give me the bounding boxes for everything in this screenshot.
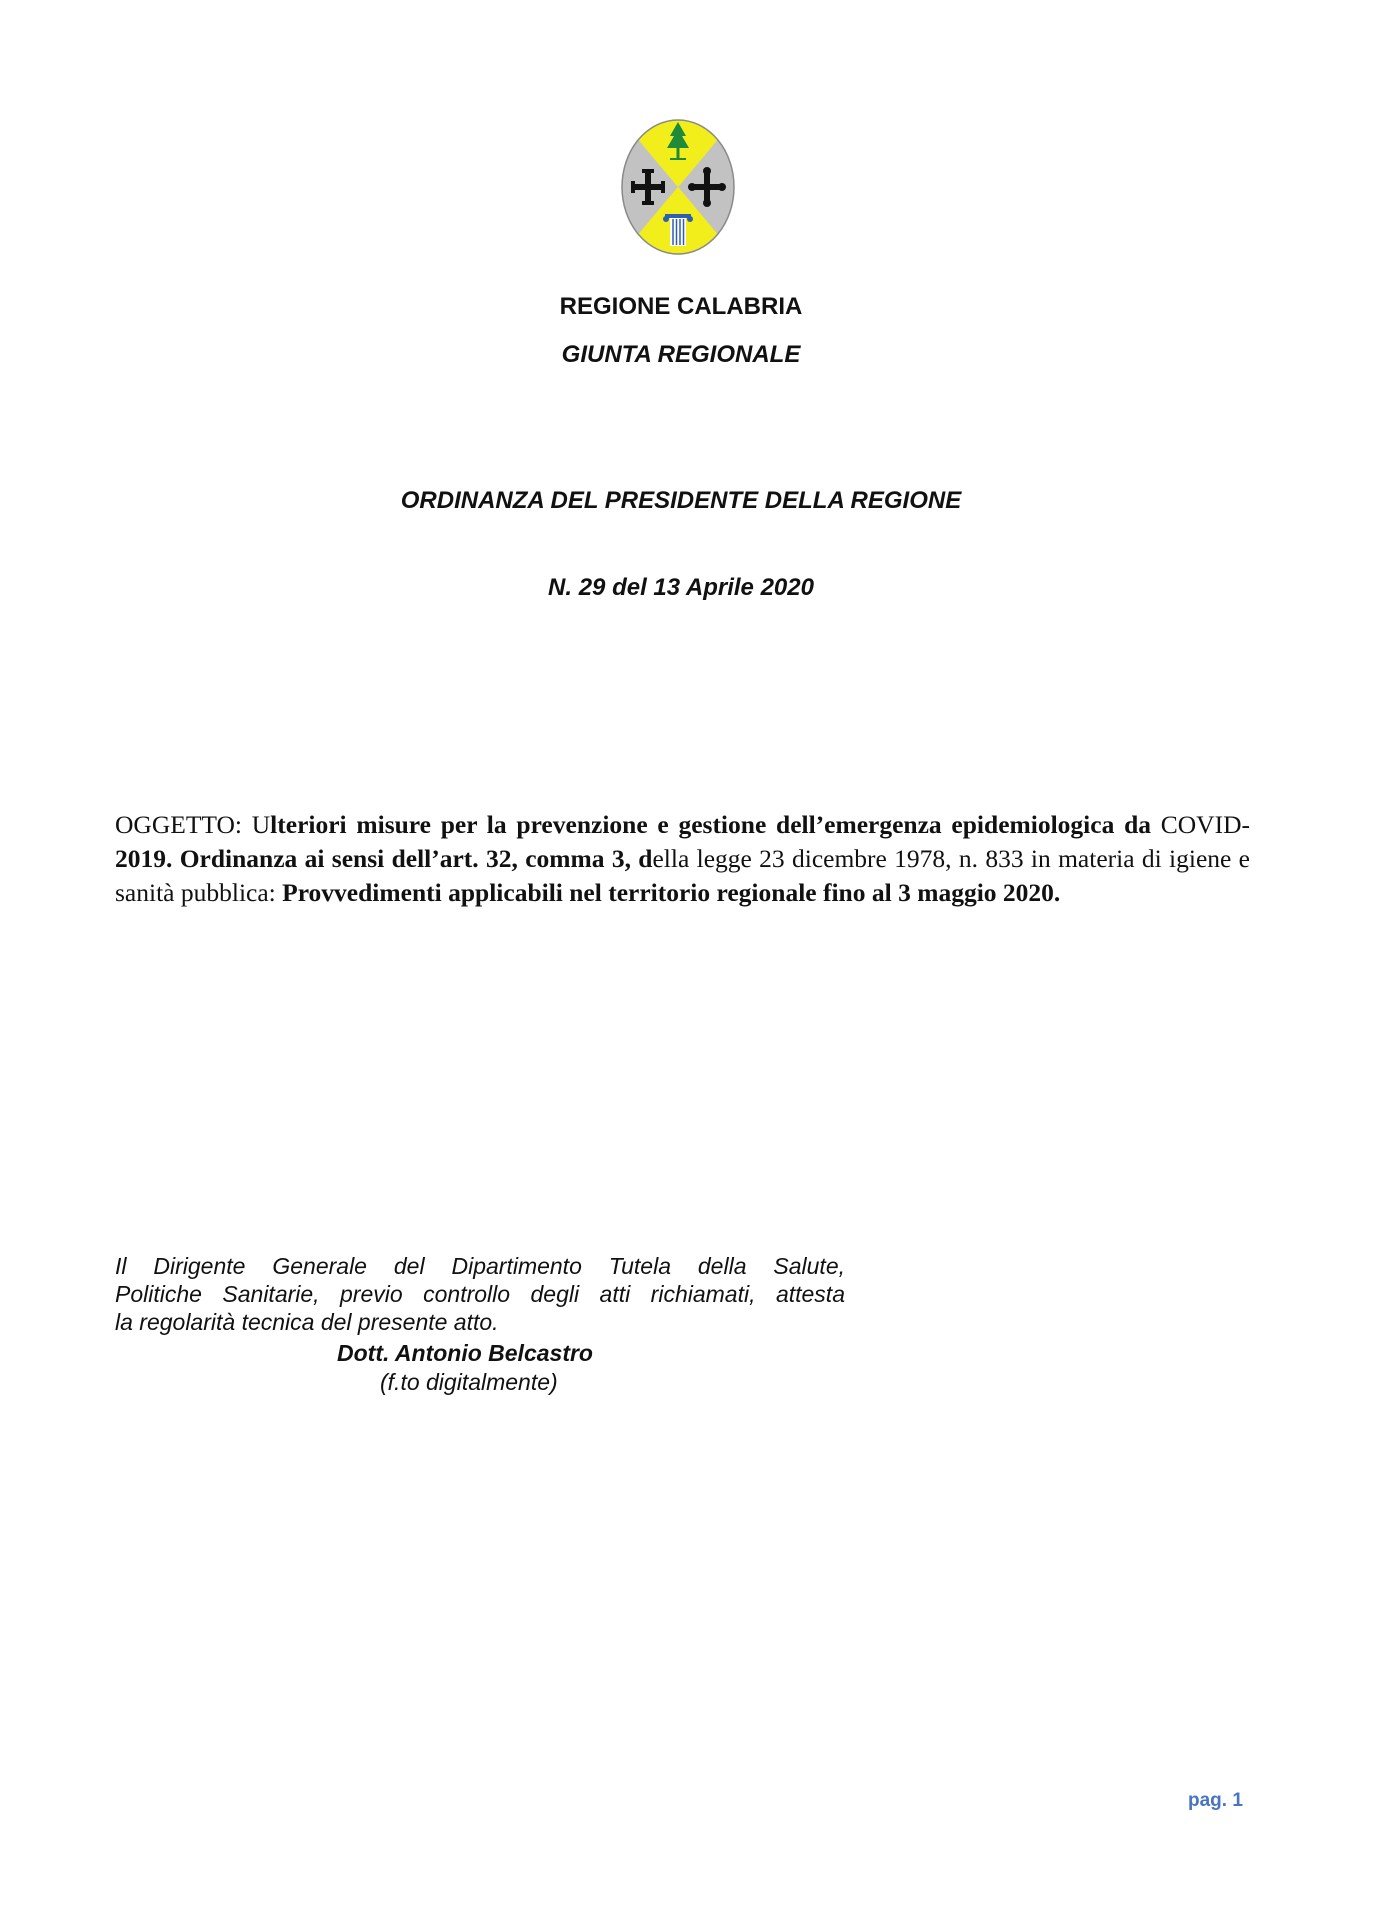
attestation-line-3: la regolarità tecnica del presente atto. — [115, 1309, 499, 1335]
attestation-line-1: Il Dirigente Generale del Dipartimento Tutela della Salute, — [115, 1253, 845, 1279]
region-name: REGIONE CALABRIA — [559, 293, 803, 320]
subject-text-bold-1: lteriori misure per la prevenzione e gestione dell’emergenza epidemiologica da — [270, 810, 1151, 839]
subject-text-4: ella legge 23 dicembre 1978, n. 833 in materia di igiene e sanità pubblica: — [115, 844, 1250, 907]
signature-attestation — [115, 1252, 845, 1336]
ordinance-title: ORDINANZA DEL PRESIDENTE DELLA REGIONE — [400, 487, 962, 514]
calabria-coat-of-arms-icon — [620, 118, 736, 256]
subject-text-2: COVID- — [1151, 810, 1250, 839]
subject-paragraph — [115, 808, 1250, 910]
giunta-regionale-heading: GIUNTA REGIONALE — [561, 341, 801, 368]
subject-text-bold-3: 2019. Ordinanza ai sensi dell’art. 32, comma 3, d — [115, 844, 653, 873]
page-number: pag. 1 — [1188, 1790, 1243, 1811]
digital-signature-note: (f.to digitalmente) — [380, 1369, 558, 1395]
signatory-name: Dott. Antonio Belcastro — [337, 1340, 593, 1366]
attestation-line-2: Politiche Sanitarie, previo controllo degli atti richiamati, attesta — [115, 1281, 845, 1307]
ordinance-number: N. 29 del 13 Aprile 2020 — [548, 574, 814, 601]
subject-text-bold-5: Provvedimenti applicabili nel territorio regionale fino al 3 maggio 2020. — [282, 878, 1061, 907]
subject-label: OGGETTO: U — [115, 810, 271, 839]
